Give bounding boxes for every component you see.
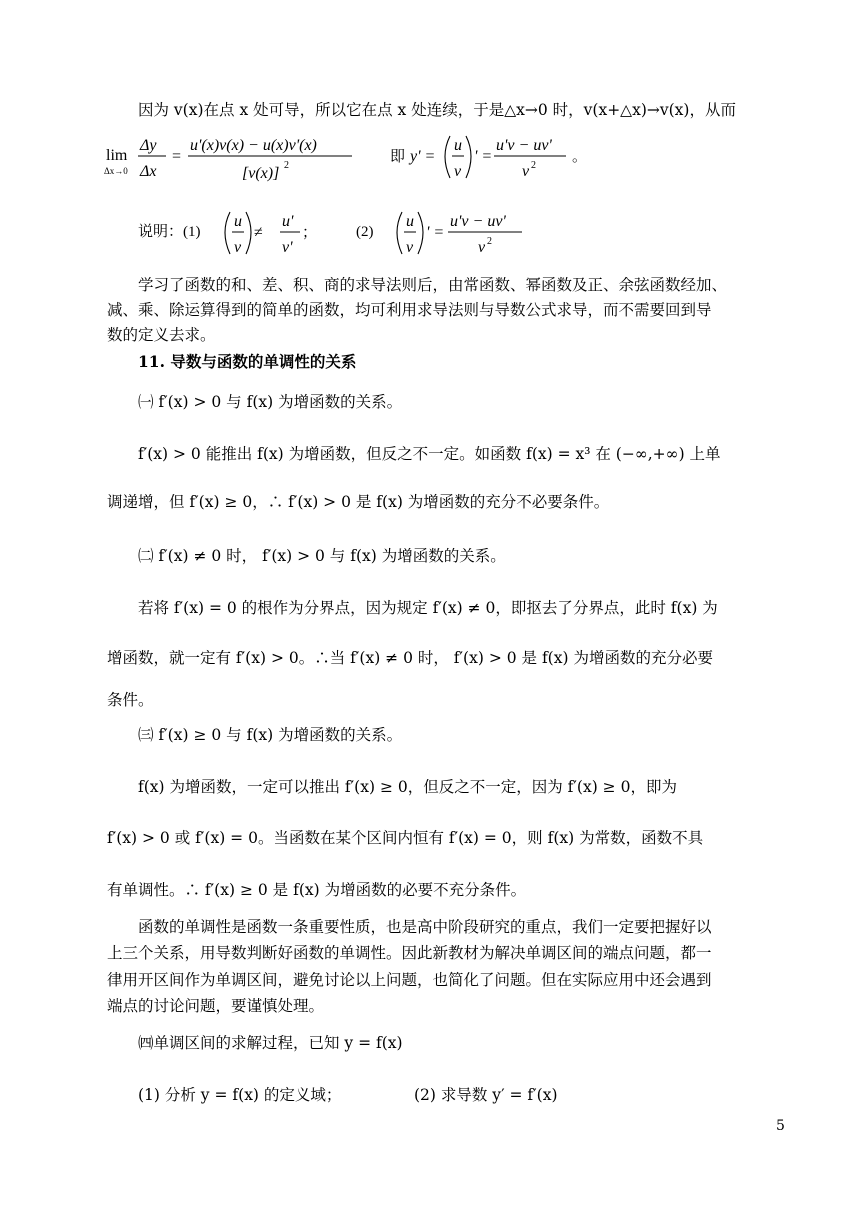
subsection-4-title: ㈣单调区间的求解过程，已知 y = f(x) <box>138 1034 403 1052</box>
v-denominator: v <box>454 163 462 180</box>
subsection-2-line-3: 条件。 <box>107 691 154 709</box>
quotient-rule-derivation <box>100 132 720 188</box>
paragraph-mono-line-1: 函数的单调性是函数一条重要性质，也是高中阶段研究的重点，我们一定要把握好以 <box>138 918 712 936</box>
prime-equals: ' = <box>474 148 493 165</box>
note-prime-equals: ' = <box>426 224 445 241</box>
equals-sign: = <box>172 148 182 165</box>
y-prime-label: y' = <box>410 148 436 165</box>
note-u: u <box>234 213 242 230</box>
result-numerator: u'v − uv' <box>496 137 552 154</box>
section-heading: 11. 导数与函数的单调性的关系 <box>138 352 357 371</box>
subsection-3-line-2: f′(x) > 0 或 f′(x) = 0。当函数在某个区间内恒有 f′(x) = 0，则 f(x) 为常数，函数不具 <box>107 829 704 847</box>
paragraph-mono-line-4: 端点的讨论问题，要谨慎处理。 <box>107 997 325 1015</box>
paragraph-rules-line-3: 数的定义去求。 <box>107 326 216 344</box>
numerator-delta-y: Δy <box>140 137 157 154</box>
paragraph-mono-line-2: 上三个关系，用导数判断好函数的单调性。因此新教材为解决单调区间的端点问题，都一 <box>107 944 712 962</box>
paragraph-rules-line-2: 减、乘、除运算得到的简单的函数，均可利用求导法则与导数公式求导，而不需要回到导 <box>107 301 712 319</box>
note-label-2: (2) <box>356 224 374 240</box>
result-exp: 2 <box>531 160 536 171</box>
note-result-exp: 2 <box>487 236 492 247</box>
u-numerator: u <box>454 137 462 154</box>
paragraph-rules-line-1: 学习了函数的和、差、积、商的求导法则后，由常函数、幂函数及正、余弦函数经加、 <box>138 276 728 294</box>
note-result-denominator: v <box>478 239 486 256</box>
ji-label: 即 <box>390 149 406 165</box>
note-quotient-rule <box>138 206 558 262</box>
result-denominator: v <box>522 163 530 180</box>
note-u-prime: u' <box>282 213 294 230</box>
subsection-1-line-2: 调递增，但 f′(x) ≥ 0，∴ f′(x) > 0 是 f(x) 为增函数的充分不必要条件。 <box>107 493 610 511</box>
note-u-2: u <box>406 213 414 230</box>
note-result-numerator: u'v − uv' <box>450 213 506 230</box>
lim-symbol: lim <box>106 147 128 164</box>
note-label: 说明：(1) <box>138 224 201 240</box>
lim-subscript: Δx→0 <box>104 166 128 176</box>
subsection-3-title: ㈢ f′(x) ≥ 0 与 f(x) 为增函数的关系。 <box>138 726 403 744</box>
period: 。 <box>572 149 588 165</box>
subsection-2-line-2: 增函数，就一定有 f′(x) > 0。∴当 f′(x) ≠ 0 时， f′(x) > 0 是 f(x) 为增函数的充分必要 <box>107 649 713 667</box>
subsection-3-line-3: 有单调性。∴ f′(x) ≥ 0 是 f(x) 为增函数的必要不充分条件。 <box>107 881 527 899</box>
subsection-1-line-1: f′(x) > 0 能推出 f(x) 为增函数，但反之不一定。如函数 f(x) = x³ 在 (−∞,+∞) 上单 <box>138 445 721 463</box>
subsection-1-title: ㈠ f′(x) > 0 与 f(x) 为增函数的关系。 <box>138 393 403 411</box>
subsection-2-title: ㈡ f′(x) ≠ 0 时， f′(x) > 0 与 f(x) 为增函数的关系。 <box>138 547 506 565</box>
note-semicolon: ； <box>302 225 318 241</box>
step-1: (1) 分析 y = f(x) 的定义域； <box>138 1086 342 1104</box>
paragraph-continuity: 因为 v(x)在点 x 处可导，所以它在点 x 处连续，于是△x→0 时，v(x+△x)→v(x)，从而 <box>138 101 736 119</box>
subsection-2-line-1: 若将 f′(x) = 0 的根作为分界点，因为规定 f′(x) ≠ 0，即抠去了分界点，此时 f(x) 为 <box>138 599 718 617</box>
step-2: (2) 求导数 y′ = f′(x) <box>414 1086 558 1104</box>
note-v: v <box>234 239 242 256</box>
subsection-3-line-1: f(x) 为增函数，一定可以推出 f′(x) ≥ 0，但反之不一定，因为 f′(x) ≥ 0，即为 <box>138 778 677 796</box>
page-number: 5 <box>776 1118 785 1134</box>
note-v-prime: v' <box>282 239 293 256</box>
numerator-product: u'(x)v(x) − u(x)v'(x) <box>190 137 317 154</box>
not-equal-sign: ≠ <box>254 224 263 241</box>
note-v-2: v <box>406 239 414 256</box>
denominator-delta-x: Δx <box>140 163 157 180</box>
paragraph-mono-line-3: 律用开区间作为单调区间，避免讨论以上问题，也简化了问题。但在实际应用中还会遇到 <box>107 971 712 989</box>
exp-2: 2 <box>284 160 289 171</box>
denominator-v-squared: [v(x)] <box>242 165 280 182</box>
